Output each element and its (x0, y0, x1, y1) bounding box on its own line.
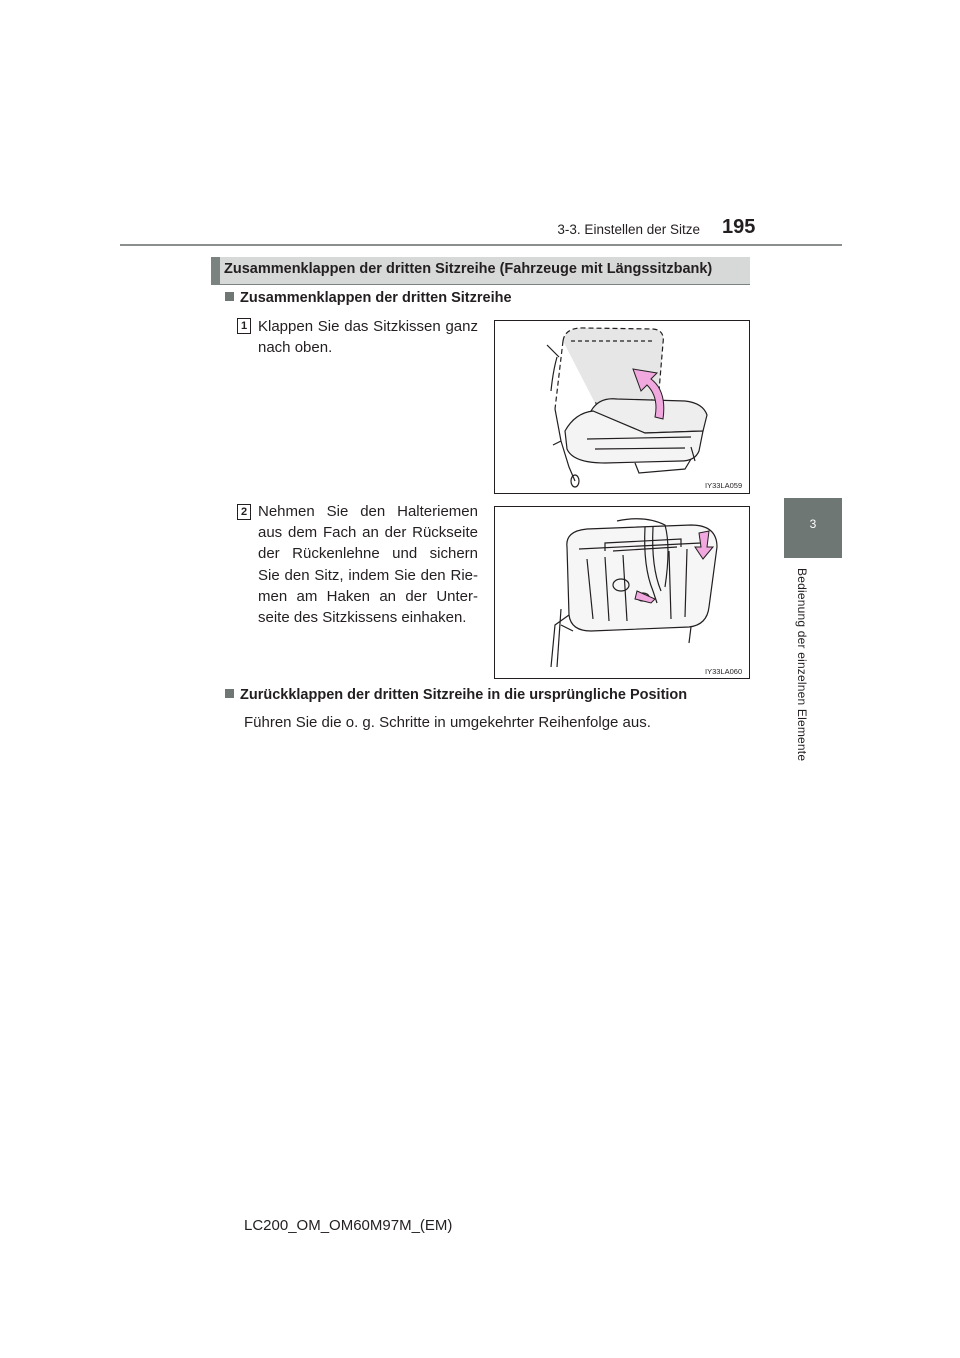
step-text: Klappen Sie das Sitzkissen ganz nach oben. (258, 318, 478, 357)
subsection-title: Zusammenklappen der dritten Sitzreihe (240, 290, 512, 306)
step-text: Nehmen Sie den Halteriemen aus dem Fach an der Rückseite der Rückenlehne und sichern Sie den Sitz, indem Sie den Rie-men am Haken an der Unter-seite des Sitzkissens einhaken. (258, 503, 478, 627)
figure-code: IY33LA060 (705, 667, 743, 676)
header-section-title: 3-3. Einstellen der Sitze (557, 222, 700, 237)
figure-secure-strap (494, 506, 750, 679)
square-bullet-icon (225, 292, 234, 301)
step-number: 1 (237, 318, 251, 334)
section-underline (211, 284, 750, 285)
figure-code: IY33LA059 (705, 481, 743, 490)
square-bullet-icon (225, 689, 234, 698)
figure-fold-cushion (494, 320, 750, 494)
section-title: Zusammenklappen der dritten Sitzreihe (Fahrzeuge mit Längssitzbank) (224, 261, 713, 277)
step-number: 2 (237, 504, 251, 520)
subsection-body-text: Führen Sie die o. g. Schritte in umgekehrter Reihenfolge aus. (244, 714, 651, 731)
subsection-heading-fold (225, 290, 512, 306)
chapter-label: Bedienung der einzelnen Elemente (795, 568, 809, 762)
subsection-heading-unfold (225, 687, 687, 703)
header-rule (120, 244, 842, 246)
subsection-title: Zurückklappen der dritten Sitzreihe in die ursprüngliche Position (240, 687, 688, 703)
chapter-number: 3 (809, 517, 817, 531)
page-number: 195 (722, 216, 756, 238)
footer-document-code: LC200_OM_OM60M97M_(EM) (244, 1217, 453, 1234)
seat-fold-illustration (495, 321, 749, 493)
strap-hook-illustration (495, 507, 749, 678)
